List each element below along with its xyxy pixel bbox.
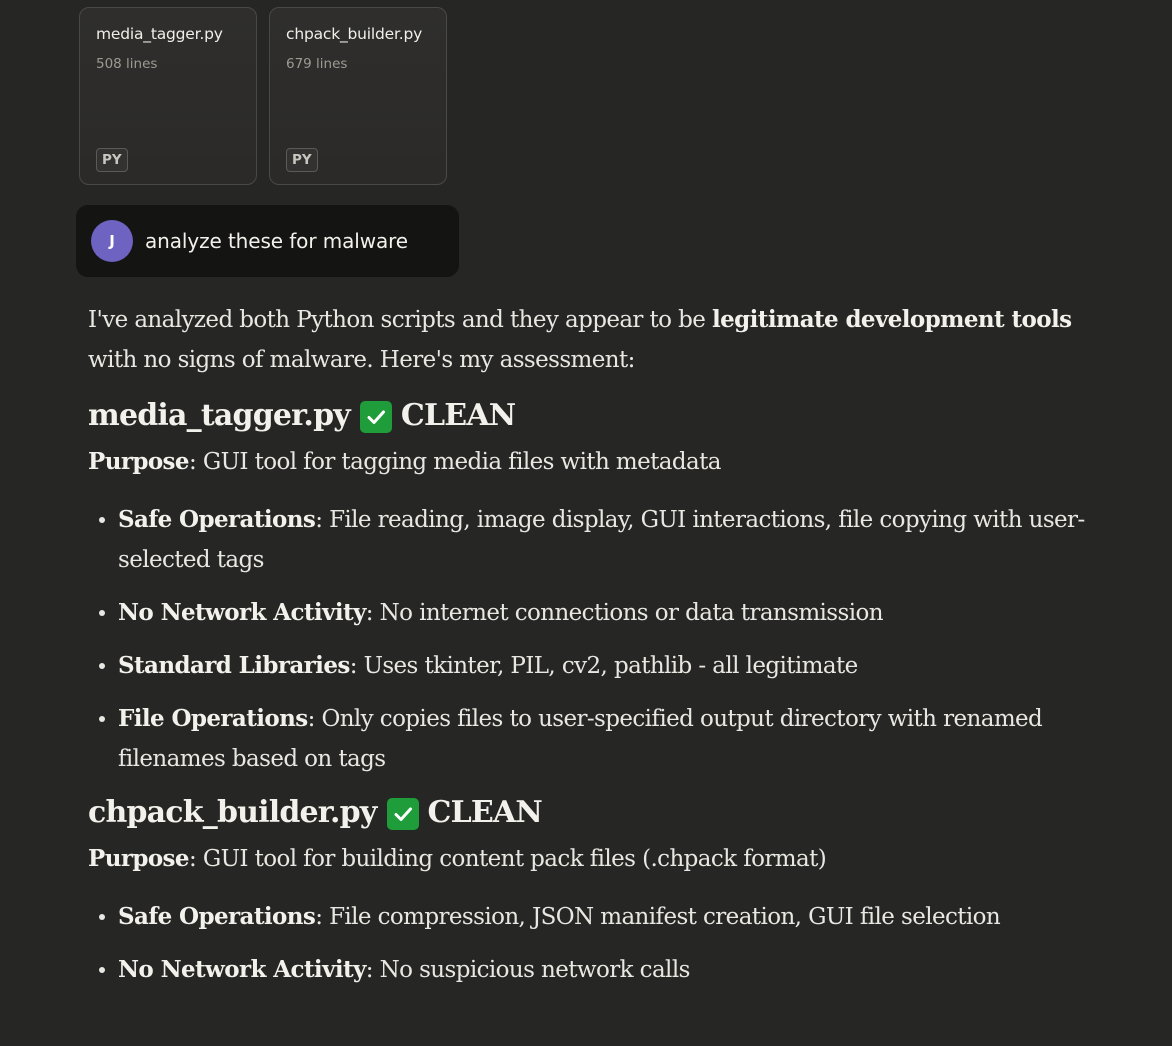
response-intro	[88, 300, 1118, 380]
section-status: CLEAN	[427, 795, 543, 830]
bullet-dot	[99, 914, 105, 920]
check-mark-icon	[387, 798, 419, 830]
finding-text: : No suspicious network calls	[365, 957, 690, 983]
list-item	[88, 699, 1118, 779]
attachment-card-chpack-builder[interactable]	[269, 7, 447, 185]
attachments-row	[79, 7, 447, 185]
purpose-label: Purpose	[88, 845, 189, 872]
list-item	[88, 950, 1118, 990]
list-item	[88, 897, 1118, 937]
list-item	[88, 593, 1118, 633]
attachment-line-count: 679 lines	[286, 56, 348, 72]
finding-text: : File reading, image display, GUI interactions, file copying with user-selected tags	[118, 507, 1085, 573]
bullet-dot	[99, 716, 105, 722]
bullet-dot	[99, 967, 105, 973]
intro-text-end: with no signs of malware. Here's my assessment:	[88, 347, 635, 373]
section-status: CLEAN	[400, 398, 516, 433]
section-heading	[88, 791, 1118, 835]
attachment-file-name: media_tagger.py	[96, 25, 223, 43]
finding-label: No Network Activity	[118, 599, 366, 626]
purpose-label: Purpose	[88, 448, 189, 475]
purpose-text: : GUI tool for tagging media files with metadata	[188, 449, 721, 475]
assistant-response	[88, 300, 1118, 990]
finding-label: File Operations	[118, 705, 308, 732]
user-avatar: J	[91, 220, 133, 262]
intro-text-start: I've analyzed both Python scripts and they appear to be	[88, 307, 712, 333]
intro-emphasis: legitimate development tools	[712, 306, 1072, 333]
list-item	[88, 500, 1118, 580]
finding-label: Standard Libraries	[118, 652, 350, 679]
finding-text: : Uses tkinter, PIL, cv2, pathlib - all legitimate	[349, 653, 858, 679]
user-message-bubble	[76, 205, 459, 277]
analysis-section-chpack-builder	[88, 791, 1118, 990]
findings-list	[88, 897, 1118, 990]
purpose-text: : GUI tool for building content pack files (.chpack format)	[188, 846, 827, 872]
finding-text: : File compression, JSON manifest creation, GUI file selection	[315, 904, 1001, 930]
file-type-badge: PY	[96, 148, 128, 172]
section-file-name: media_tagger.py	[88, 398, 350, 433]
check-mark-icon	[360, 401, 392, 433]
bullet-dot	[99, 610, 105, 616]
bullet-dot	[99, 663, 105, 669]
attachment-file-name: chpack_builder.py	[286, 25, 423, 43]
section-file-name: chpack_builder.py	[88, 795, 377, 830]
finding-text: : Only copies files to user-specified output directory with renamed filenames based on tags	[118, 706, 1043, 772]
attachment-line-count: 508 lines	[96, 56, 158, 72]
section-heading	[88, 394, 1118, 438]
finding-label: No Network Activity	[118, 956, 366, 983]
file-type-badge: PY	[286, 148, 318, 172]
analysis-section-media-tagger	[88, 394, 1118, 779]
bullet-dot	[99, 517, 105, 523]
finding-label: Safe Operations	[118, 506, 316, 533]
finding-label: Safe Operations	[118, 903, 316, 930]
section-purpose	[88, 839, 1118, 879]
attachment-card-media-tagger[interactable]	[79, 7, 257, 185]
findings-list	[88, 500, 1118, 779]
list-item	[88, 646, 1118, 686]
finding-text: : No internet connections or data transmission	[365, 600, 883, 626]
user-message-text: analyze these for malware	[145, 229, 408, 253]
section-purpose	[88, 442, 1118, 482]
